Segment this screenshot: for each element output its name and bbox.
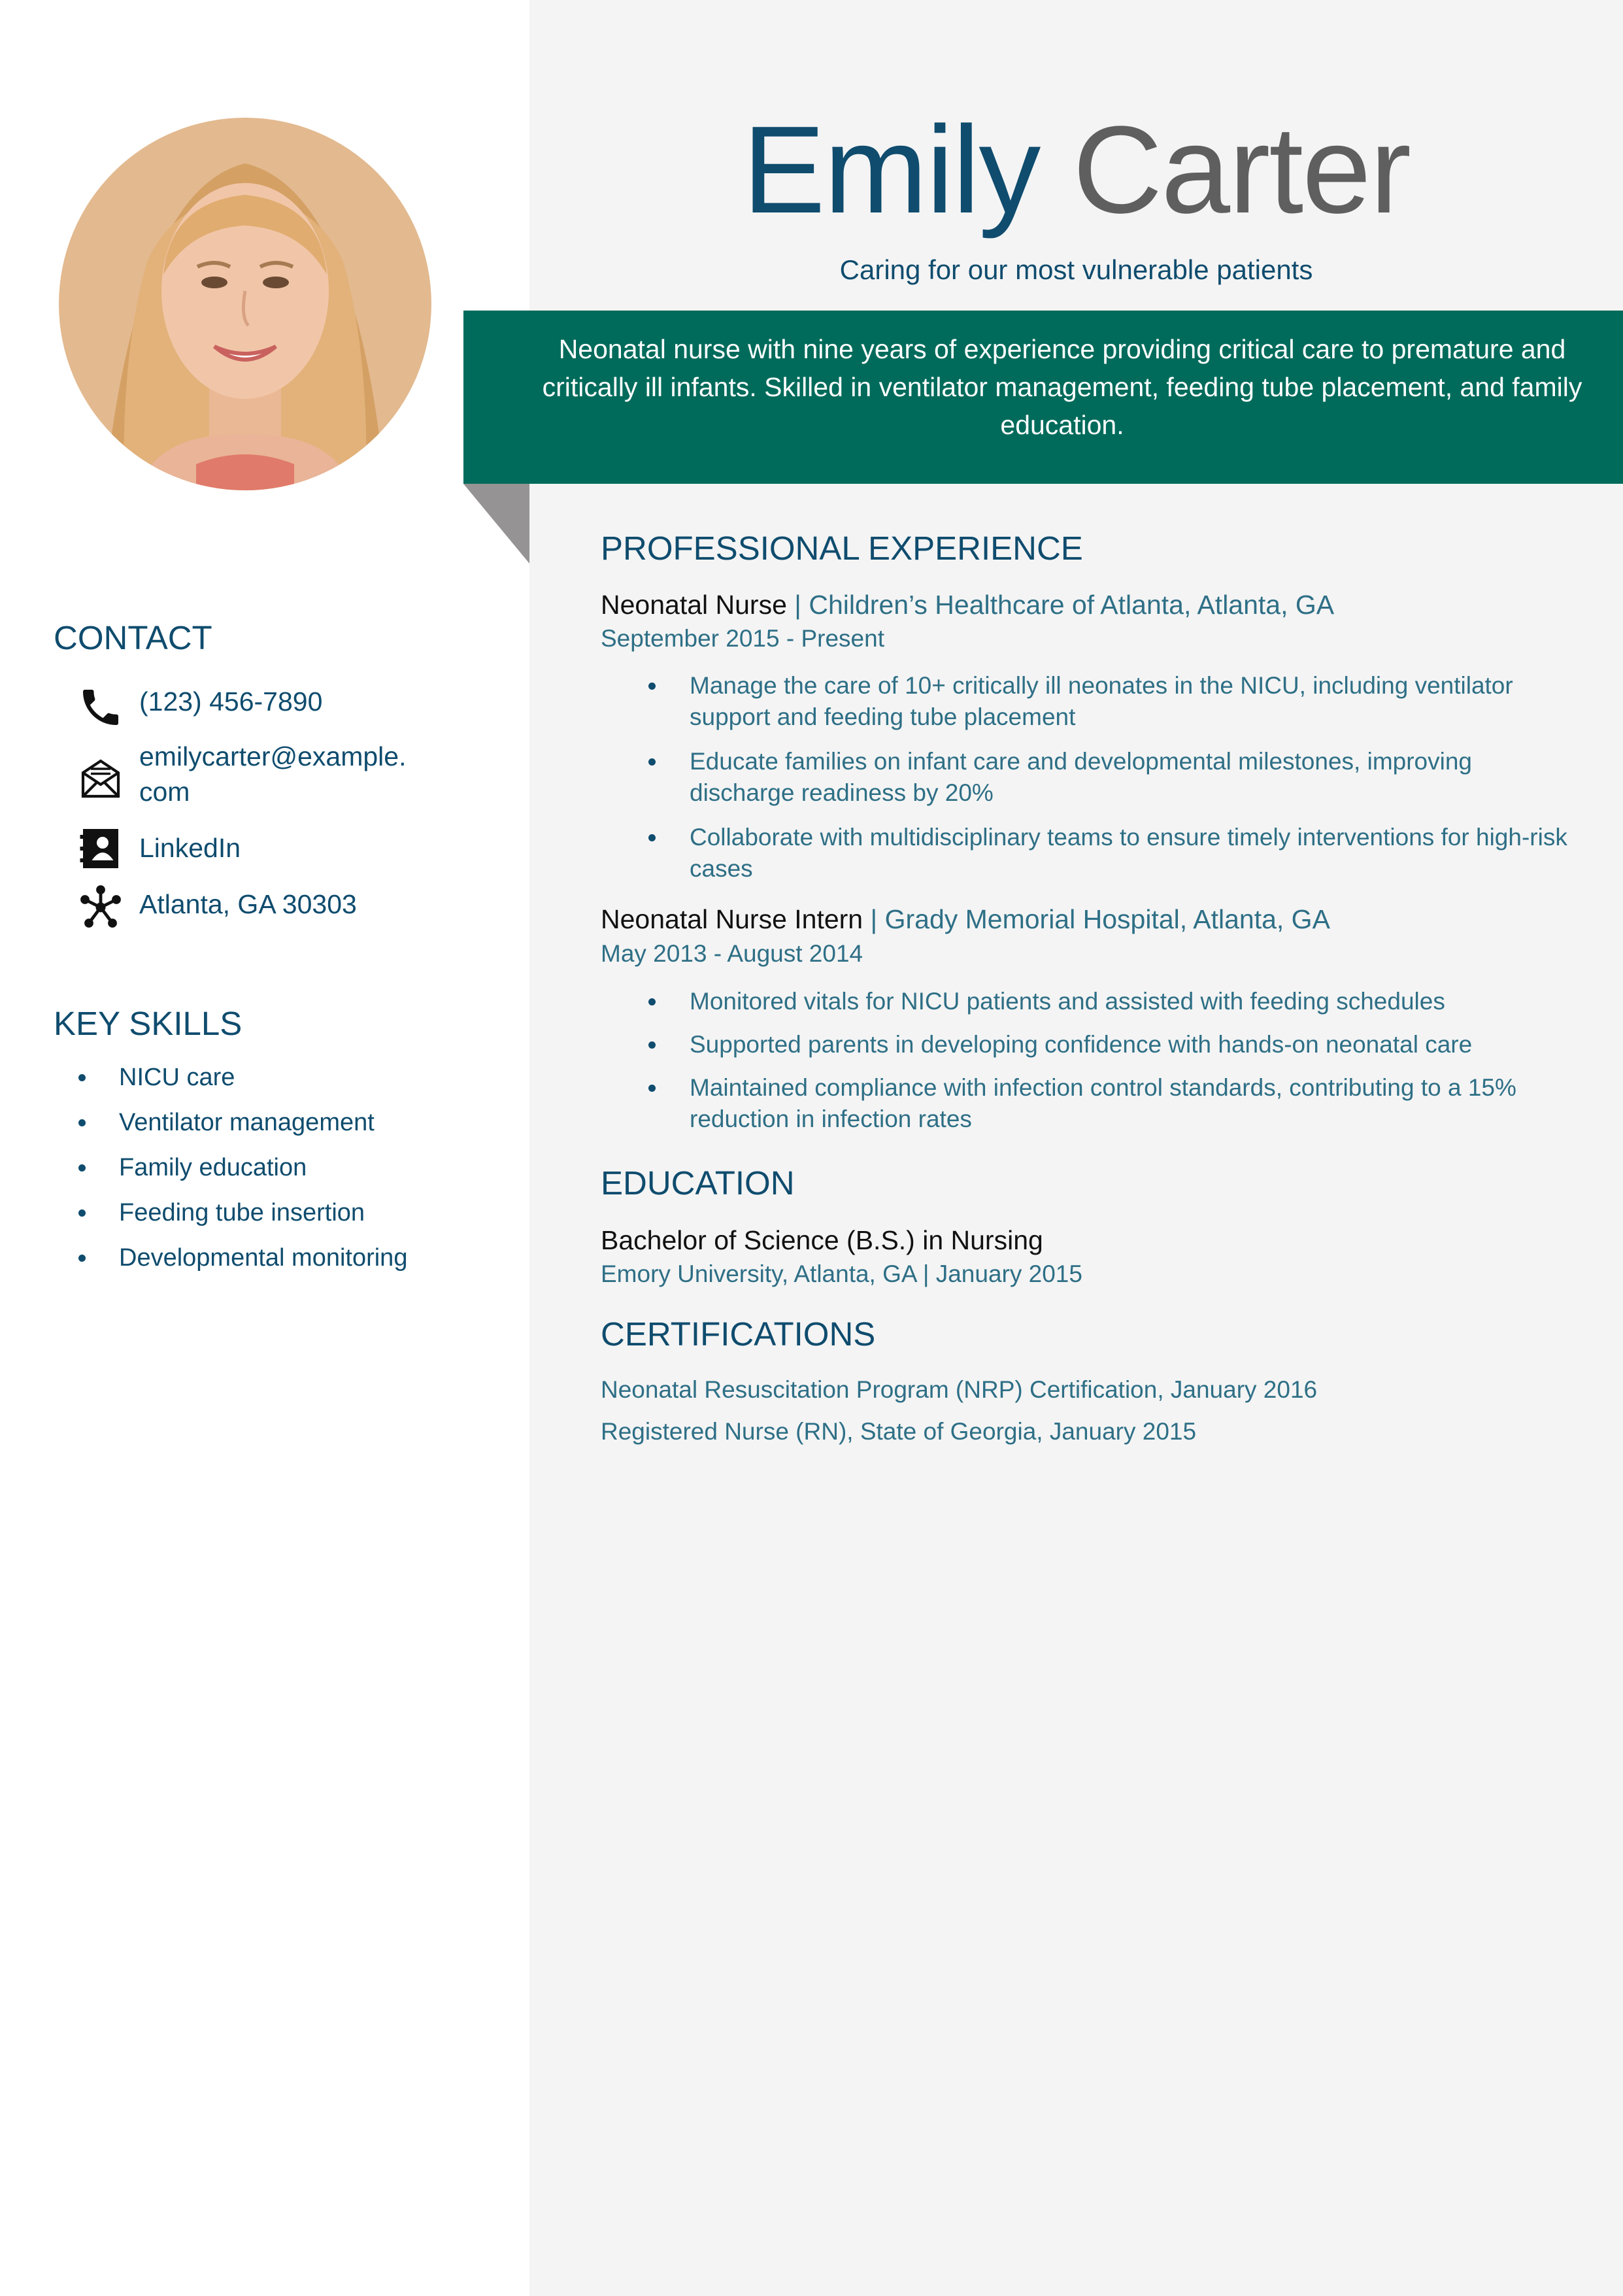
skill-item: Feeding tube insertion [78,1198,444,1243]
phone-text: (123) 456-7890 [139,686,323,717]
job-bullets [647,986,1575,1148]
candidate-name [529,98,1623,242]
job-bullet: Maintained compliance with infection control standards, contributing to a 15% reduction in infection rates [647,1072,1575,1135]
linkedin-icon [77,825,124,872]
linkedin-text[interactable]: LinkedIn [139,833,241,863]
job-header [601,902,1581,937]
first-name: Emily [742,101,1040,239]
job-bullet: Monitored vitals for NICU patients and assisted with feeding schedules [647,986,1575,1017]
skill-item: Developmental monitoring [78,1243,444,1288]
email-text-line2: com [139,777,190,807]
job-title: Neonatal Nurse [601,590,787,620]
location-text: Atlanta, GA 30303 [139,889,357,919]
job-bullet: Collaborate with multidisciplinary teams to ensure timely interventions for high-risk cases [647,822,1575,885]
last-name: Carter [1073,101,1411,239]
job-title: Neonatal Nurse Intern [601,904,863,934]
location-icon [77,884,124,931]
email-icon [77,755,124,802]
education-heading: EDUCATION [601,1164,795,1202]
degree-title: Bachelor of Science (B.S.) in Nursing [601,1225,1043,1255]
skill-item: Ventilator management [78,1107,444,1153]
ribbon-fold-shape [463,484,529,564]
key-skills-heading: KEY SKILLS [54,1005,243,1042]
certification-item: Registered Nurse (RN), State of Georgia, January 2015 [601,1418,1197,1445]
skill-item: Family education [78,1153,444,1198]
job-dates: May 2013 - August 2014 [601,940,863,967]
contact-heading: CONTACT [54,619,212,656]
job-dates: September 2015 - Present [601,625,884,652]
profile-photo [59,118,431,490]
job-separator: | [794,590,801,620]
certifications-heading: CERTIFICATIONS [601,1315,876,1353]
job-bullet: Supported parents in developing confidence with hands-on neonatal care [647,1029,1575,1060]
job-bullets [647,670,1575,898]
email-text-line1: emilycarter@example. [139,741,407,771]
job-header [601,587,1581,622]
job-bullet: Manage the care of 10+ critically ill neonates in the NICU, including ventilator support and feeding tube placement [647,670,1575,733]
skill-item: NICU care [78,1062,444,1107]
key-skills-list [78,1062,444,1288]
job-organization: Grady Memorial Hospital, Atlanta, GA [884,904,1330,934]
job-bullet: Educate families on infant care and developmental milestones, improving discharge readiness by 20% [647,746,1575,809]
phone-icon [77,684,124,731]
certification-item: Neonatal Resuscitation Program (NRP) Certification, January 2016 [601,1376,1318,1403]
tagline: Caring for our most vulnerable patients [839,254,1313,285]
experience-heading: PROFESSIONAL EXPERIENCE [601,530,1083,567]
job-separator: | [870,904,878,934]
education-detail: Emory University, Atlanta, GA | January 2015 [601,1260,1082,1287]
job-organization: Children’s Healthcare of Atlanta, Atlanta, GA [809,590,1335,620]
summary-text: Neonatal nurse with nine years of experience providing critical care to premature and critically ill infants. Skilled in ventilator management, feeding tube placement, and family education. [542,334,1582,440]
